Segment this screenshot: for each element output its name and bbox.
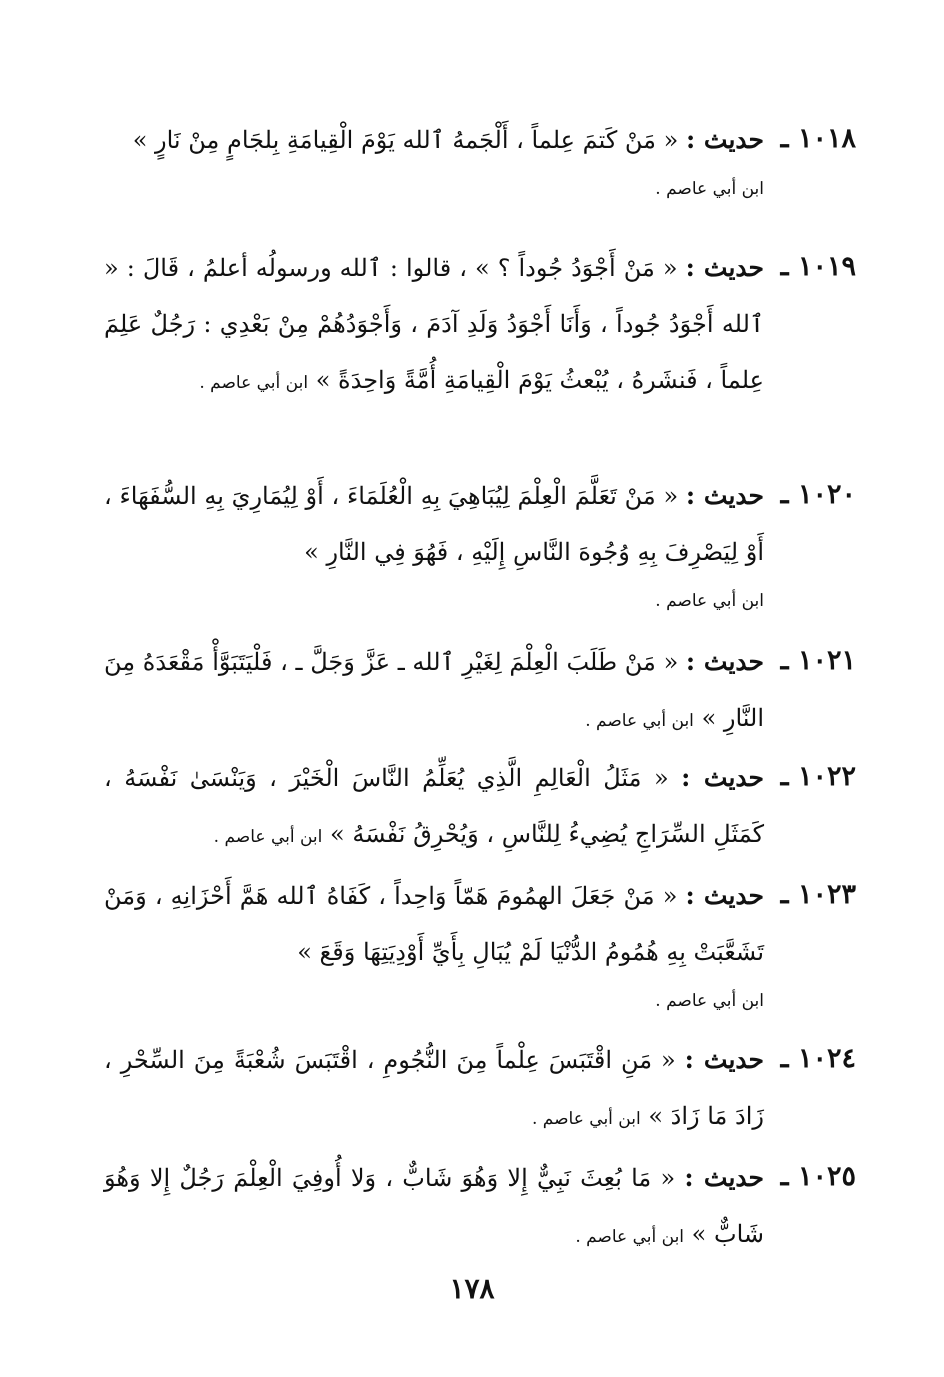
hadith-text: « مَنْ كَتمَ عِلماً ، أَلْجَمهُ ٱلله يَوْمَ الْقِيامَةِ بِلجَامٍ مِنْ نَارٍ » xyxy=(132,126,679,154)
hadith-entry-1021 xyxy=(104,634,856,750)
hadith-label: حديث : xyxy=(685,647,764,676)
hadith-source: ابن أبي عاصم . xyxy=(213,827,323,847)
hadith-text: « مَنْ جَعَلَ الهمُومَ هَمّاً وَاحِداً ، كَفَاهُ ٱلله هَمَّ أَحْزَانِهِ ، وَمَنْ تَشَعَّبَتْ بِهِ هُمُومُ الدُّنْيَا لَمْ يُبَالِ بِأَيِّ أَوْدِيَتِهَا وَقَعَ » xyxy=(104,882,764,966)
hadith-source: ابن أبي عاصم . xyxy=(575,1227,685,1247)
hadith-body xyxy=(104,868,764,1018)
hadith-source: ابن أبي عاصم . xyxy=(585,711,694,731)
hadith-entry-1024 xyxy=(104,1032,856,1150)
hadith-number: ١٠١٩ ـ xyxy=(780,251,856,282)
hadith-entry-1023 xyxy=(104,868,856,1032)
hadith-entry-1018 xyxy=(104,112,856,240)
hadith-body xyxy=(104,468,764,618)
hadith-entry-1020 xyxy=(104,468,856,634)
hadith-label: حديث : xyxy=(684,1163,764,1192)
hadith-body xyxy=(104,1150,764,1265)
hadith-number: ١٠٢٢ ـ xyxy=(780,761,856,792)
hadith-entry-1019 xyxy=(104,240,856,468)
hadith-label: حديث : xyxy=(685,481,764,510)
hadith-source: ابن أبي عاصم . xyxy=(655,991,764,1011)
hadith-text: « مَثَلُ الْعَالِمِ الَّذِي يُعَلِّمُ النَّاسَ الْخَيْرَ ، وَيَنْسَىٰ نَفْسَهُ ، كَمَثَلِ السِّرَاجِ يُضِيءُ لِلنَّاسِ ، وَيُحْرِقُ نَفْسَهُ » xyxy=(104,764,764,848)
hadith-body xyxy=(104,750,764,865)
hadith-label: حديث : xyxy=(685,125,764,154)
hadith-number: ١٠٢٣ ـ xyxy=(780,879,856,910)
hadith-entry-1025 xyxy=(104,1150,856,1260)
hadith-source: ابن أبي عاصم . xyxy=(655,591,764,611)
hadith-body xyxy=(104,1032,764,1147)
hadith-label: حديث : xyxy=(681,763,765,792)
hadith-body xyxy=(104,634,764,749)
hadith-source: ابن أبي عاصم . xyxy=(532,1109,641,1129)
hadith-number: ١٠٢٥ ـ xyxy=(780,1161,856,1192)
hadith-label: حديث : xyxy=(685,881,765,910)
hadith-text: « مَنْ تَعَلَّمَ الْعِلْمَ لِيُبَاهِيَ بِهِ الْعُلَمَاءَ ، أَوْ لِيُمَارِيَ بِهِ السُّفَهَاءَ ، أَوْ لِيَصْرِفَ بِهِ وُجُوهَ النَّاسِ إِلَيْهِ ، فَهُوَ فِي النَّارِ » xyxy=(104,482,764,566)
hadith-label: حديث : xyxy=(685,253,764,282)
hadith-number: ١٠١٨ ـ xyxy=(780,123,856,154)
hadith-text: « مَنِ اقْتَبَسَ عِلْماً مِنَ النُّجُومِ ، اقْتَبَسَ شُعْبَةً مِنَ السِّحْرِ ، زَادَ مَا زَادَ » xyxy=(104,1046,764,1130)
hadith-source: ابن أبي عاصم . xyxy=(655,179,764,199)
hadith-entry-1022 xyxy=(104,750,856,868)
hadith-body xyxy=(104,240,764,411)
hadith-body xyxy=(104,112,764,206)
hadith-text: « مَنْ طَلَبَ الْعِلْمَ لِغَيْرِ ٱلله ـ عَزَّ وَجَلَّ ـ ، فَلْيَتَبَوَّأْ مَقْعَدَهُ مِنَ النَّارِ » xyxy=(104,648,764,732)
hadith-text: « مَا بُعِثَ نَبِيٌّ إِلا وَهُوَ شَابٌّ ، وَلا أُوفِيَ الْعِلْمَ رَجُلٌ إِلا وَهُوَ شَابٌّ » xyxy=(104,1164,764,1248)
page-number: ١٧٨ xyxy=(449,1272,495,1305)
hadith-number: ١٠٢٤ ـ xyxy=(780,1043,856,1074)
hadith-label: حديث : xyxy=(684,1045,765,1074)
hadith-page xyxy=(104,112,856,1260)
hadith-number: ١٠٢١ ـ xyxy=(780,645,856,676)
hadith-number: ١٠٢٠ ـ xyxy=(780,479,856,510)
hadith-source: ابن أبي عاصم . xyxy=(199,373,309,393)
hadith-text: « مَنْ أَجْوَدُ جُوداً ؟ » ، قالوا : ٱلله ورسولُه أعلمُ ، قَالَ : « ٱلله أَجْوَدُ جُوداً ، وَأَنَا أَجْوَدُ وَلَدِ آدَمَ ، وَأَجْوَدُهُمْ مِنْ بَعْدِي : رَجُلٌ عَلِمَ عِلماً ، فَنشَرهُ ، يُبْعثُ يَوْمَ الْقِيامَةِ أُمَّةً وَاحِدَةً » xyxy=(104,254,764,394)
